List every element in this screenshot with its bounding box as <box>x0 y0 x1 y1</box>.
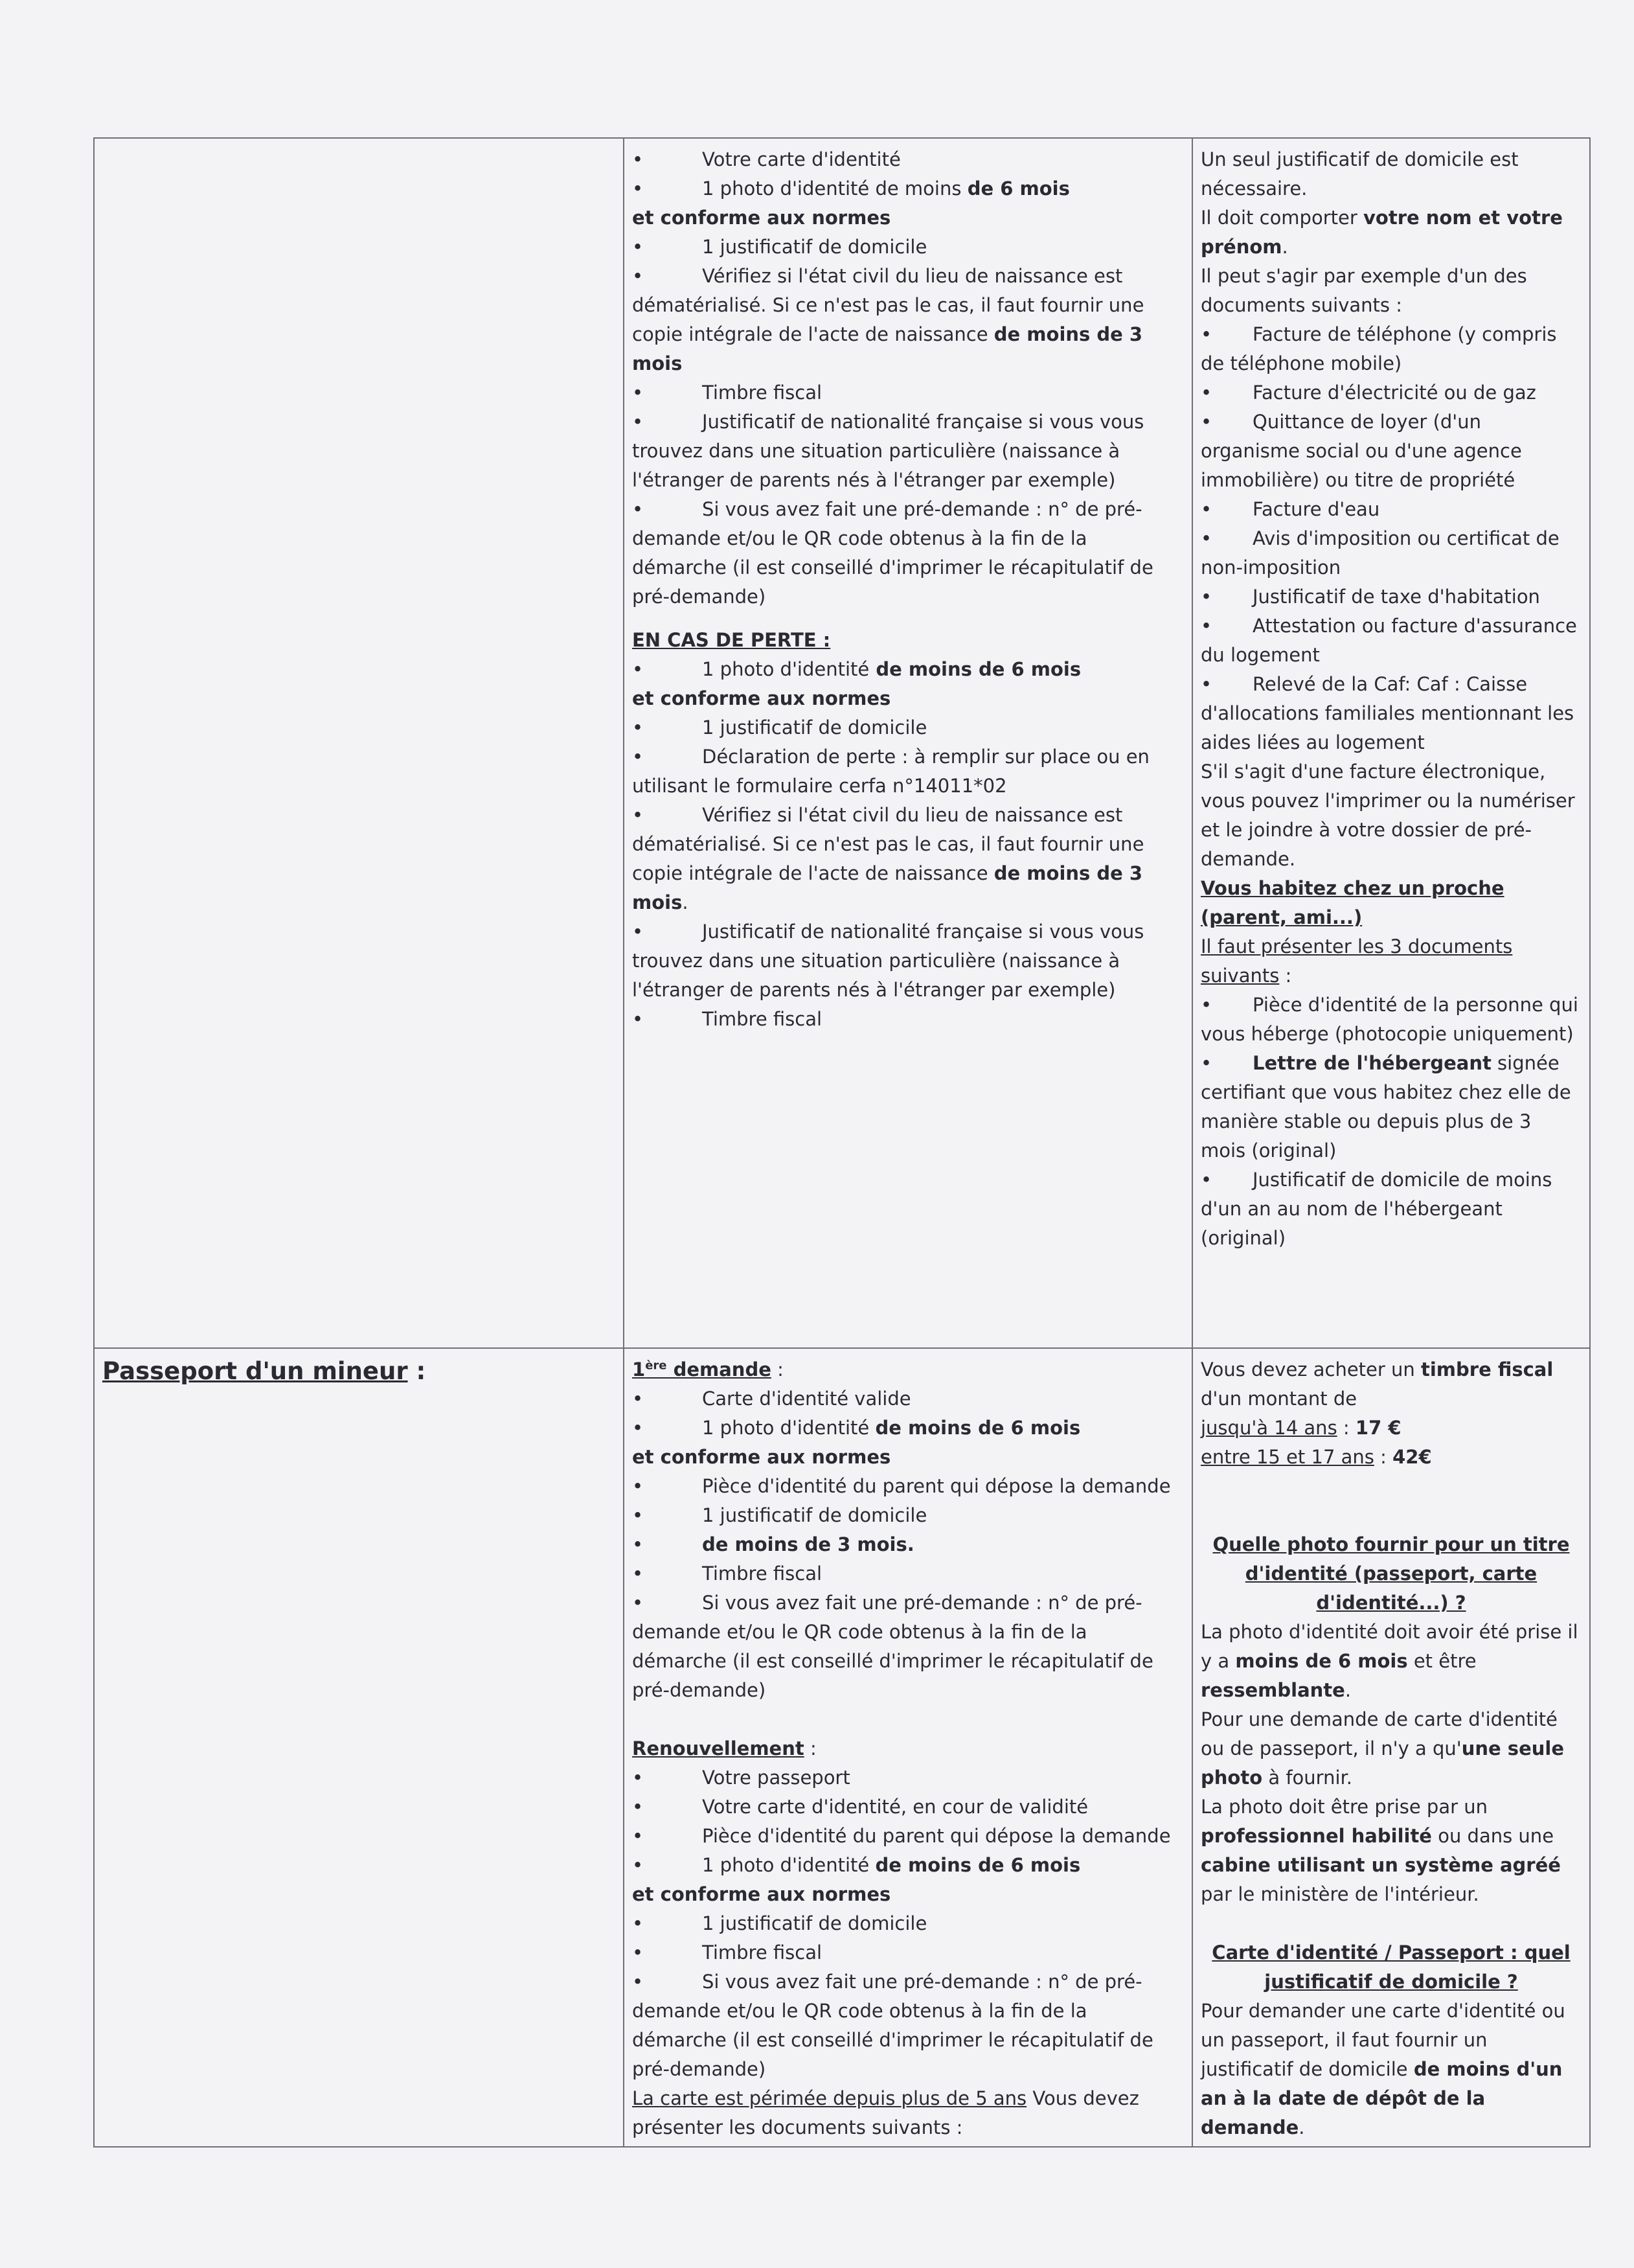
list-item: • Déclaration de perte : à remplir sur place ou en utilisant le formulaire cerfa n°14011*02 <box>632 746 1150 797</box>
renewal-list-continued <box>632 1909 1184 2084</box>
list-item: • Vérifiez si l'état civil du lieu de naissance est dématérialisé. Si ce n'est pas le cas, il faut fournir une copie intégrale de l'acte de naissance de moins de 3 mois <box>632 265 1144 374</box>
first-request-list-continued <box>632 1472 1184 1705</box>
list-item: • Votre carte d'identité <box>632 148 901 170</box>
list-item: • Timbre fiscal <box>632 382 823 404</box>
list-item: • Justificatif de taxe d'habitation <box>1201 586 1540 608</box>
list-item: • Attestation ou facture d'assurance du logement <box>1201 615 1577 666</box>
row1-documents-cell <box>624 138 1192 1348</box>
list-item: • Pièce d'identité du parent qui dépose la demande <box>632 1475 1171 1497</box>
list-item: • Vérifiez si l'état civil du lieu de naissance est dématérialisé. Si ce n'est pas le cas, il faut fournir une copie intégrale de l'acte de naissance de moins de 3 mois. <box>632 804 1144 913</box>
host-documents-list <box>1201 991 1582 1253</box>
price-under-14: jusqu'à 14 ans : 17 € <box>1201 1417 1401 1439</box>
photo-norm-note: et conforme aux normes <box>632 687 891 709</box>
subheading-relative: Vous habitez chez un proche (parent, ami...) <box>1201 877 1504 928</box>
list-item: • 1 photo d'identité de moins de 6 mois <box>632 1417 1081 1439</box>
info-paragraph: Il doit comporter votre nom et votre prénom. <box>1201 207 1563 258</box>
list-item: • 1 justificatif de domicile <box>632 716 927 739</box>
list-item: • Timbre fiscal <box>632 1563 823 1585</box>
documents-list <box>632 145 1184 203</box>
list-item: • Justificatif de nationalité française si vous vous trouvez dans une situation particulière (naissance à l'étranger de parents nés à l'étranger par exemple) <box>632 921 1144 1001</box>
row2-info-cell <box>1192 1348 1590 2147</box>
renewal-heading: Renouvellement : <box>632 1737 817 1759</box>
list-item: • Si vous avez fait une pré-demande : n° de pré-demande et/ou le QR code obtenus à la fin de la démarche (il est conseillé d'imprimer le récapitulatif de pré-demande) <box>632 1971 1153 2080</box>
list-item: • Votre passeport <box>632 1767 850 1789</box>
table-row <box>94 138 1590 1348</box>
list-item: • Avis d'imposition ou certificat de non-imposition <box>1201 527 1560 578</box>
subheading-three-documents: Il faut présenter les 3 documents suivants : <box>1201 935 1513 987</box>
list-item: • Timbre fiscal <box>632 1008 823 1030</box>
row1-info-cell <box>1192 138 1590 1348</box>
list-item: • Pièce d'identité de la personne qui vous héberge (photocopie uniquement) <box>1201 994 1578 1045</box>
list-item: • Justificatif de nationalité française si vous vous trouvez dans une situation particulière (naissance à l'étranger de parents nés à l'étranger par exemple) <box>632 411 1144 491</box>
requirements-table <box>93 137 1591 2148</box>
domicile-question-heading: Carte d'identité / Passeport : quel justificatif de domicile ? <box>1212 1942 1571 1993</box>
photo-norm-note: et conforme aux normes <box>632 1446 891 1468</box>
price-15-17: entre 15 et 17 ans : 42€ <box>1201 1446 1432 1468</box>
list-item: • Carte d'identité valide <box>632 1388 911 1410</box>
list-item: • Pièce d'identité du parent qui dépose la demande <box>632 1825 1171 1847</box>
expired-card-note: La carte est périmée depuis plus de 5 ans Vous devez présenter les documents suivants : <box>632 2087 1139 2138</box>
first-request-heading: 1ère demande : <box>632 1358 784 1380</box>
list-item: • Justificatif de domicile de moins d'un an au nom de l'hébergeant (original) <box>1201 1169 1552 1249</box>
row1-label-cell <box>94 138 624 1348</box>
list-item: • Facture d'eau <box>1201 498 1380 520</box>
fiscal-stamp-note: Vous devez acheter un timbre fiscal d'un montant de <box>1201 1358 1554 1410</box>
list-item: • 1 photo d'identité de moins de 6 mois <box>632 1854 1081 1876</box>
list-item: • Relevé de la Caf: Caf : Caisse d'allocations familiales mentionnant les aides liées au logement <box>1201 673 1574 753</box>
list-item: • 1 justificatif de domicile <box>632 236 927 258</box>
photo-norm-note: et conforme aux normes <box>632 1883 891 1905</box>
list-item: • 1 justificatif de domicile <box>632 1912 927 1934</box>
list-item: • Lettre de l'hébergeant signée certifiant que vous habitez chez elle de manière stable ou depuis plus de 3 mois (original) <box>1201 1052 1571 1162</box>
list-item: • Quittance de loyer (d'un organisme social ou d'une agence immobilière) ou titre de propriété <box>1201 411 1522 491</box>
documents-list-continued <box>632 233 1184 612</box>
list-item: • Timbre fiscal <box>632 1942 823 1964</box>
photo-norm-note: et conforme aux normes <box>632 207 891 229</box>
renewal-list <box>632 1763 1184 1880</box>
list-item: • Votre carte d'identité, en cour de validité <box>632 1796 1089 1818</box>
list-item: • 1 photo d'identité de moins de 6 mois <box>632 658 1082 680</box>
info-paragraph: La photo doit être prise par un professionnel habilité ou dans une cabine utilisant un système agréé par le ministère de l'intérieur. <box>1201 1796 1561 1905</box>
loss-documents-list-continued <box>632 713 1184 1034</box>
list-item: • 1 photo d'identité de moins de 6 mois <box>632 178 1070 200</box>
table-row <box>94 1348 1590 2147</box>
row2-label-cell: Passeport d'un mineur : <box>94 1348 624 2147</box>
info-paragraph: La photo d'identité doit avoir été prise il y a moins de 6 mois et être ressemblante. <box>1201 1621 1578 1701</box>
list-item: • de moins de 3 mois. <box>632 1533 914 1555</box>
domicile-proof-list <box>1201 320 1582 757</box>
list-item: • Facture d'électricité ou de gaz <box>1201 382 1536 404</box>
list-item: • Si vous avez fait une pré-demande : n° de pré-demande et/ou le QR code obtenus à la fin de la démarche (il est conseillé d'imprimer le récapitulatif de pré-demande) <box>632 1592 1153 1701</box>
row-title: Passeport d'un mineur <box>102 1357 408 1385</box>
info-paragraph: S'il s'agit d'une facture électronique, vous pouvez l'imprimer ou la numériser et le joindre à votre dossier de pré-demande. <box>1201 761 1575 870</box>
info-paragraph: Pour demander une carte d'identité ou un passeport, il faut fournir un justificatif de domicile de moins d'un an à la date de dépôt de la demande. <box>1201 2000 1565 2138</box>
document-sheet <box>93 137 1589 2136</box>
list-item: • Facture de téléphone (y compris de téléphone mobile) <box>1201 323 1557 374</box>
list-item: • Si vous avez fait une pré-demande : n° de pré-demande et/ou le QR code obtenus à la fin de la démarche (il est conseillé d'imprimer le récapitulatif de pré-demande) <box>632 498 1153 608</box>
first-request-list <box>632 1384 1184 1443</box>
info-paragraph: Un seul justificatif de domicile est nécessaire. <box>1201 148 1519 200</box>
info-paragraph: Il peut s'agir par exemple d'un des documents suivants : <box>1201 265 1527 316</box>
photo-question-heading: Quelle photo fournir pour un titre d'identité (passeport, carte d'identité...) ? <box>1212 1533 1570 1614</box>
info-paragraph: Pour une demande de carte d'identité ou de passeport, il n'y a qu'une seule photo à fournir. <box>1201 1708 1564 1789</box>
loss-heading: EN CAS DE PERTE : <box>632 629 831 651</box>
list-item: • 1 justificatif de domicile <box>632 1504 927 1526</box>
row2-documents-cell <box>624 1348 1192 2147</box>
loss-documents-list <box>632 655 1184 684</box>
